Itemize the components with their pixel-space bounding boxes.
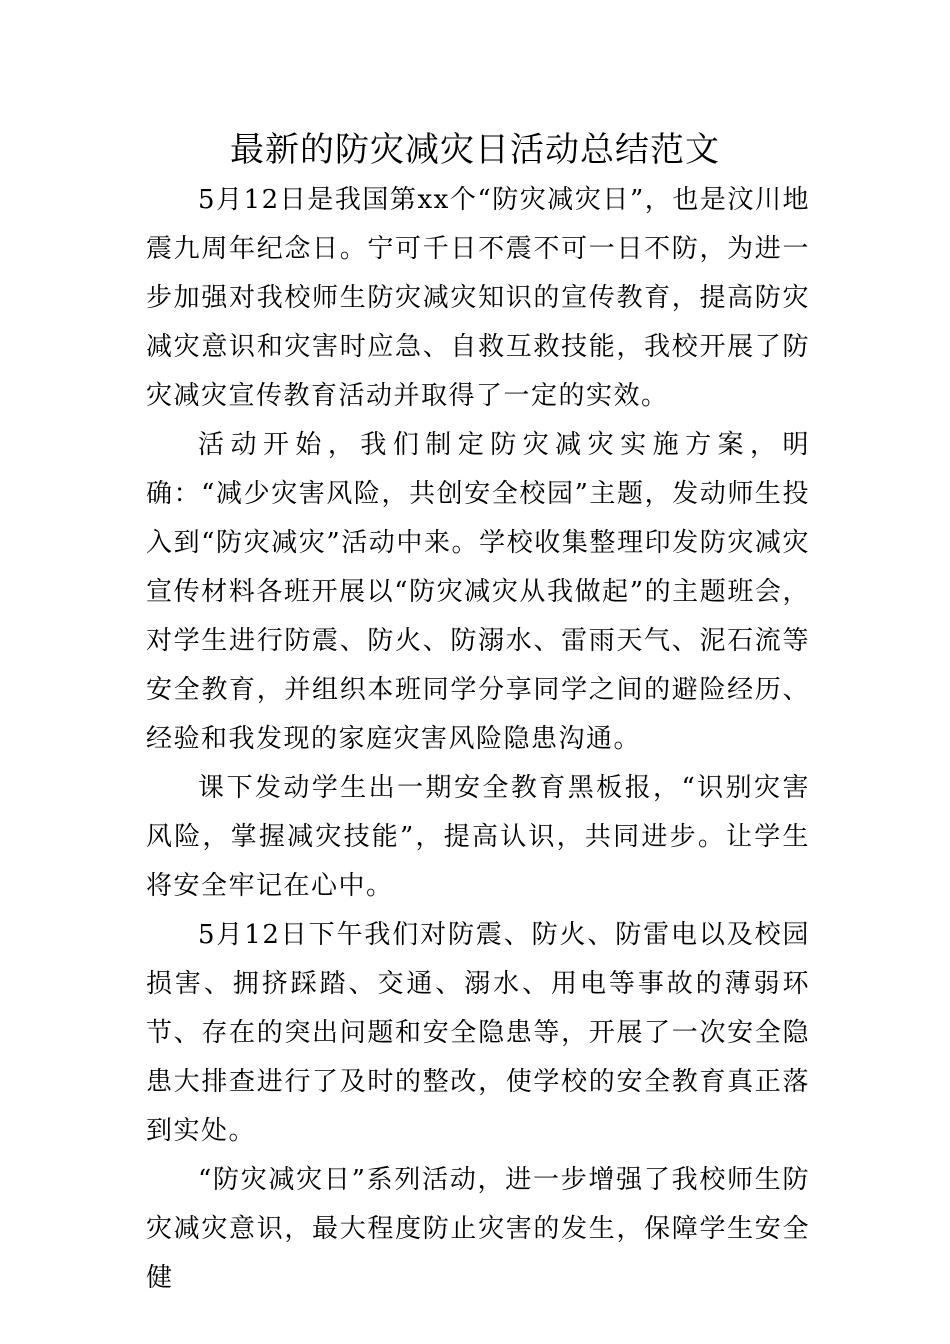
paragraph-3: 课下发动学生出一期安全教育黑板报，“识别灾害风险，掌握减灾技能”，提高认识，共同进步。让学生将安全牢记在心中。 [146, 773, 810, 901]
paragraph-2: 活动开始，我们制定防灾减灾实施方案，明确：“减少灾害风险，共创安全校园”主题，发动师生投入到“防灾减灾”活动中来。学校收集整理印发防灾减灾宣传材料各班开展以“防灾减灾从我做起”的主题班会，对学生进行防震、防火、防溺水、雷雨天气、泥石流等安全教育，并组织本班同学分享同学之间的避险经历、经验和我发现的家庭灾害风险隐患沟通。 [146, 430, 810, 754]
document-title: 最新的防灾减灾日活动总结范文 [230, 130, 720, 170]
paragraph-1: 5月12日是我国第xx个“防灾减灾日”，也是汶川地震九周年纪念日。宁可千日不震不可一日不防，为进一步加强对我校师生防灾减灾知识的宣传教育，提高防灾减灾意识和灾害时应急、自救互救技能，我校开展了防灾减灾宣传教育活动并取得了一定的实效。 [146, 185, 810, 411]
document-body [146, 176, 810, 1303]
paragraph-5: “防灾减灾日”系列活动，进一步增强了我校师生防灾减灾意识，最大程度防止灾害的发生，保障学生安全健 [146, 1165, 810, 1293]
paragraph-4: 5月12日下午我们对防震、防火、防雷电以及校园损害、拥挤踩踏、交通、溺水、用电等事故的薄弱环节、存在的突出问题和安全隐患等，开展了一次安全隐患大排查进行了及时的整改，使学校的安全教育真正落到实处。 [146, 920, 810, 1146]
